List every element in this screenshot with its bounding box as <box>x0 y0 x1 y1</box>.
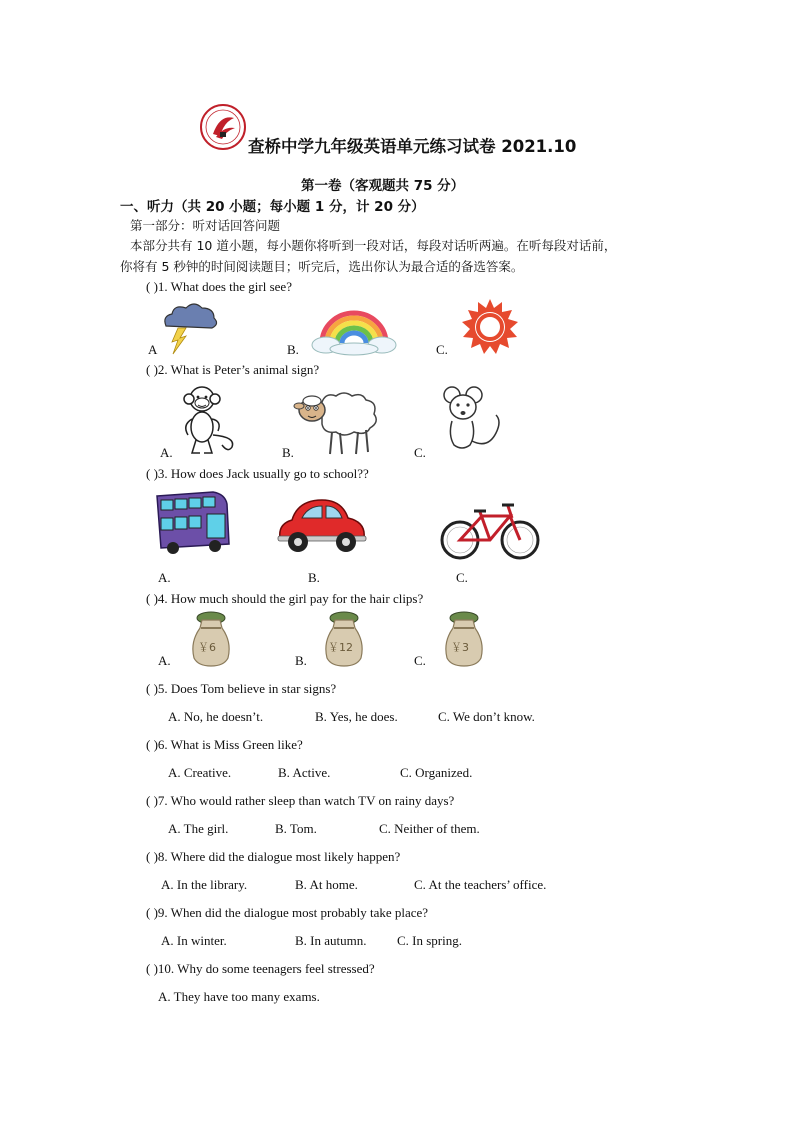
option-8a[interactable]: A. In the library. <box>161 877 248 892</box>
option-4a[interactable]: A. <box>158 653 171 668</box>
question-8: ( )8. Where did the dialogue most likely happen? <box>146 849 401 864</box>
option-5a[interactable]: A. No, he doesn’t. <box>168 709 264 724</box>
option-2c[interactable]: C. <box>414 445 426 460</box>
thunderstorm-cloud-icon <box>160 300 220 355</box>
section-title: 一、听力（共 20 小题；每小题 1 分，计 20 分） <box>120 199 425 215</box>
option-1a[interactable]: A <box>148 342 158 357</box>
option-3a[interactable]: A. <box>158 570 171 585</box>
volume-title: 第一卷（客观题共 75 分） <box>301 178 465 194</box>
option-4c[interactable]: C. <box>414 653 426 668</box>
question-6: ( )6. What is Miss Green like? <box>146 737 303 752</box>
car-icon <box>276 494 368 556</box>
monkey-icon <box>180 385 238 457</box>
option-7c[interactable]: C. Neither of them. <box>379 821 480 836</box>
option-9b[interactable]: B. In autumn. <box>295 933 367 948</box>
option-7b[interactable]: B. Tom. <box>275 821 317 836</box>
option-8c[interactable]: C. At the teachers’ office. <box>414 877 547 892</box>
option-3b[interactable]: B. <box>308 570 320 585</box>
option-1c[interactable]: C. <box>436 342 448 357</box>
question-9: ( )9. When did the dialogue most probably take place? <box>146 905 429 920</box>
question-1: ( )1. What does the girl see? <box>146 279 292 294</box>
option-7a[interactable]: A. The girl. <box>168 821 229 836</box>
option-9a[interactable]: A. In winter. <box>161 933 227 948</box>
bag-price-b: ￥12 <box>328 641 353 654</box>
option-5c[interactable]: C. We don’t know. <box>438 709 535 724</box>
option-2b[interactable]: B. <box>282 445 294 460</box>
question-3: ( )3. How does Jack usually go to school?? <box>146 466 369 481</box>
sun-icon <box>460 298 520 356</box>
page-title: 查桥中学九年级英语单元练习试卷 2021.10 <box>248 137 577 156</box>
bus-icon <box>153 490 231 556</box>
sheep-icon <box>296 390 380 456</box>
bicycle-icon <box>440 500 542 562</box>
instructions-line-2: 你将有 5 秒钟的时间阅读题目；听完后，选出你认为最合适的备选答案。 <box>120 259 524 274</box>
option-3c[interactable]: C. <box>456 570 468 585</box>
option-6c[interactable]: C. Organized. <box>400 765 473 780</box>
question-7: ( )7. Who would rather sleep than watch TV on rainy days? <box>146 793 455 808</box>
question-4: ( )4. How much should the girl pay for the hair clips? <box>146 591 424 606</box>
option-1b[interactable]: B. <box>287 342 299 357</box>
option-4b[interactable]: B. <box>295 653 307 668</box>
option-5b[interactable]: B. Yes, he does. <box>315 709 398 724</box>
part-title: 第一部分：听对话回答问题 <box>130 218 281 233</box>
bag-price-a: ￥6 <box>198 641 216 654</box>
rainbow-icon <box>312 303 396 355</box>
option-9c[interactable]: C. In spring. <box>397 933 462 948</box>
instructions-line-1: 本部分共有 10 道小题，每小题你将听到一段对话，每段对话听两遍。在听每段对话前， <box>130 238 617 253</box>
bag-price-c: ￥3 <box>451 641 469 654</box>
question-2: ( )2. What is Peter’s animal sign? <box>146 362 320 377</box>
question-10: ( )10. Why do some teenagers feel stressed? <box>146 961 375 976</box>
option-6b[interactable]: B. Active. <box>278 765 331 780</box>
mouse-icon <box>440 385 504 455</box>
question-5: ( )5. Does Tom believe in star signs? <box>146 681 337 696</box>
school-logo-icon <box>200 104 246 150</box>
option-8b[interactable]: B. At home. <box>295 877 358 892</box>
option-2a[interactable]: A. <box>160 445 173 460</box>
option-10a[interactable]: A. They have too many exams. <box>158 989 320 1004</box>
option-6a[interactable]: A. Creative. <box>168 765 232 780</box>
